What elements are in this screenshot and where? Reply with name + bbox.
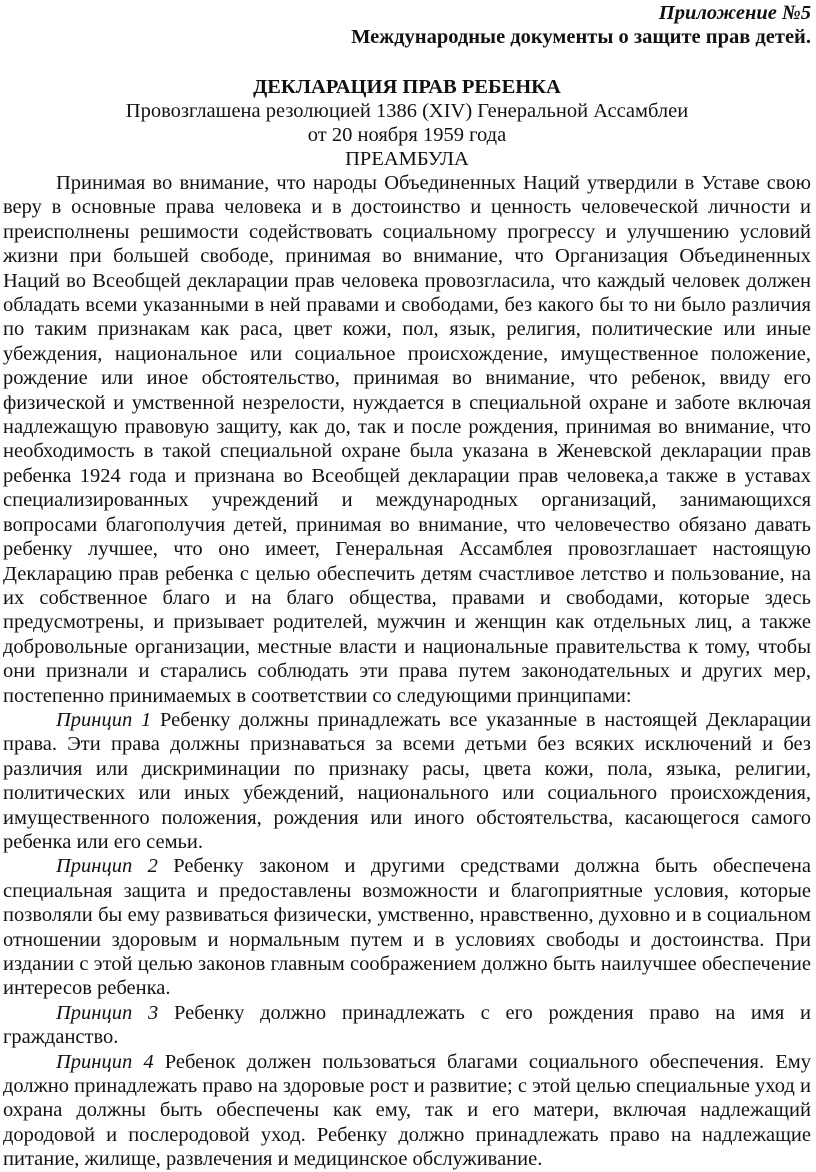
principle-3-paragraph [3,1001,811,1050]
principle-2-text: Ребенку законом и другими средствами должна быть обеспечена специальная защита и предоставлены возможности и благоприятные условия, которые позволяли бы ему развиваться физически, умственно, нравственно, духовно и в социальном отношении здоровым и нормальным путем и в условиях свободы и достоинства. При издании с этой целью законов главным соображением должно быть наилучшее обеспечение интересов ребенка. [3,855,811,1000]
preamble-heading: ПРЕАМБУЛА [345,148,469,170]
declaration-title: ДЕКЛАРАЦИЯ ПРАВ РЕБЕНКА [253,76,561,98]
document-subtitle: Международные документы о защите прав детей. [351,26,811,48]
preamble-paragraph: Принимая во внимание, что народы Объединенных Наций утвердили в Уставе свою веру в основные права человека и в достоинство и ценность человеческой личности и преисполнены решимости содействовать социальному прогрессу и улучшению условий жизни при большей свободе, принимая во внимание, что Организация Объединенных Наций во Всеобщей декларации прав человека провозгласила, что каждый человек должен обладать всеми указанными в ней правами и свободами, без какого бы то ни было различия по таким признакам как раса, цвет кожи, пол, язык, религия, политические или иные убеждения, национальное или социальное происхождение, имущественное положение, рождение или иное обстоятельство, принимая во внимание, что ребенок, ввиду его физической и умственной незрелости, нуждается в специальной охране и заботе включая надлежащую правовую защиту, как до, так и после рождения, принимая во внимание, что необходимость в такой специальной охране была указана в Женевской декларации прав ребенка 1924 года и признана во Всеобщей декларации прав человека,а также в уставах специализированных учреждений и международных организаций, занимающихся вопросами благополучия детей, принимая во внимание, что человечество обязано давать ребенку лучшее, что оно имеет, Генеральная Ассамблея провозглашает настоящую Декларацию прав ребенка с целью обеспечить детям счастливое летство и пользование, на их собственное благо и на благо общества, правами и свободами, которые здесь предусмотрены, и призывает родителей, мужчин и женщин как отдельных лиц, а также добровольные организации, местные власти и национальные правительства к тому, чтобы они признали и старались соблюдать эти права путем законодательных и других мер, постепенно принимаемых в соответствии со следующими принципами: [3,172,811,707]
principle-1-paragraph [3,708,811,854]
principle-1-label: Принцип 1 [56,708,152,731]
principle-3-label: Принцип 3 [56,1001,159,1024]
principle-4-label: Принцип 4 [56,1050,154,1073]
principle-2-label: Принцип 2 [56,855,158,878]
document-page [0,1,816,1171]
proclamation-line: Провозглашена резолюцией 1386 (XIV) Генеральной Ассамблеи [125,100,689,122]
appendix-label: Приложение №5 [658,2,811,24]
principle-1-text: Ребенку должны принадлежать все указанные в настоящей Декларации права. Эти права должны признаваться за всеми детьми без всяких исключений и без различия или дискриминации по признаку расы, цвета кожи, пола, языка, религии, политических или иных убеждений, национального или социального происхождения, имущественного положения, рождения или иного обстоятельства, касающегося самого ребенка или его семьи. [3,708,811,853]
principle-4-text: Ребенок должен пользоваться благами социального обеспечения. Ему должно принадлежать право на здоровые рост и развитие; с этой целью специальные уход и охрана должны быть обеспечены как ему, так и его матери, включая надлежащий дородовой и послеродовой уход. Ребенку должно принадлежать право на надлежащие питание, жилище, развлечения и медицинское обслуживание. [3,1050,811,1171]
principle-3-text: Ребенку должно принадлежать с его рождения право на имя и гражданство. [3,1001,811,1049]
proclamation-date: от 20 ноября 1959 года [307,124,507,146]
principle-4-paragraph [3,1050,811,1172]
principle-2-paragraph [3,854,811,1000]
